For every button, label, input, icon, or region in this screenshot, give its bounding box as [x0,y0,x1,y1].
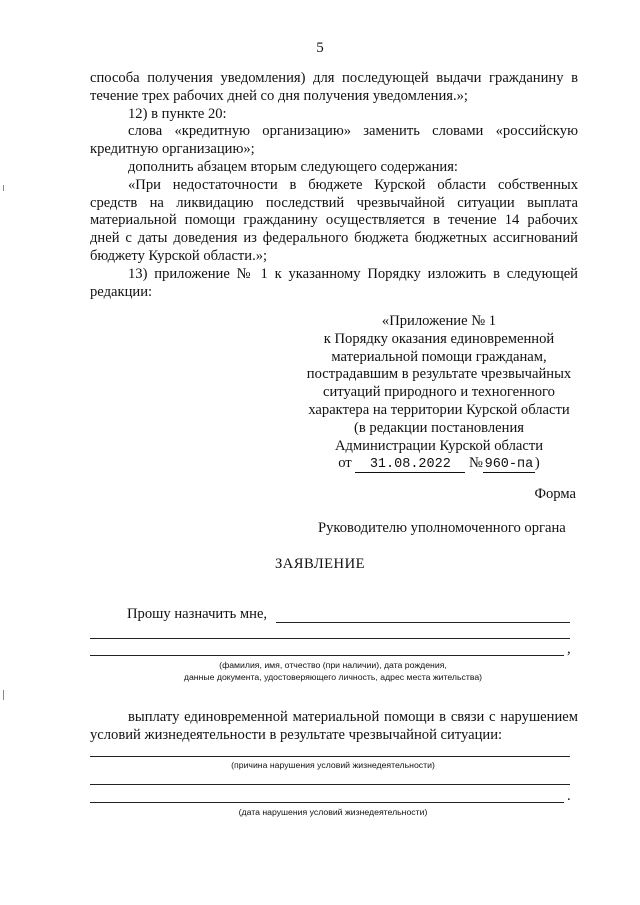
appendix-line: «Приложение № 1 [381,313,497,329]
scan-edge-mark [3,690,4,700]
addressee: Руководителю уполномоченного органа [318,520,566,536]
appendix-line: характера на территории Курской области [308,401,570,418]
reason-blank-line [90,756,570,757]
appendix-line: материальной помощи гражданам, [331,348,547,365]
paragraph-6: 13) приложение № 1 к указанному Порядку изложить в следующей редакции: [90,265,578,300]
form-label: Форма [534,486,576,502]
caption-fio-2: данные документа, удостоверяющего личность, адрес места жительства) [183,672,483,682]
paragraph-3: слова «кредитную организацию» заменить словами «российскую кредитную организацию»; [90,123,578,158]
appendix-line: пострадавшим в результате чрезвычайных [306,366,572,383]
fio-blank-line-3 [90,655,564,656]
fio-blank-line-1 [276,622,570,623]
appendix-line: Администрации Курской области [334,437,544,454]
appendix-line: (в редакции постановления [354,419,524,436]
appendix-date-line [300,455,578,473]
appendix-line: к Порядку оказания единовременной [323,330,555,347]
date-prefix: от [338,455,352,472]
paragraph-5: «При недостаточности в бюджете Курской области собственных средств на ликвидацию последствий чрезвычайной ситуации выплата материальной помощи гражданину осуществляется в течение 14 рабочих дней с даты доведения из федерального бюджета бюджетных ассигнований бюджету Курской области.»; [90,176,578,264]
page-number: 5 [316,40,324,56]
resolution-date: 31.08.2022 [355,457,465,473]
date-blank-line-2 [90,802,564,803]
resolution-number: 960-па [484,457,534,473]
date-blank-line-1 [90,784,570,785]
date-suffix: ) [534,455,540,472]
fio-blank-line-2 [90,638,570,639]
paragraph-2: 12) в пункте 20: [128,105,227,122]
caption-reason: (причина нарушения условий жизнедеятельности) [231,760,435,770]
number-sign: № [468,455,483,472]
appendix-header [300,313,578,473]
caption-date: (дата нарушения условий жизнедеятельности) [238,807,428,817]
scan-edge-mark [3,185,4,191]
period: . [567,788,571,804]
amendment-text [90,70,578,301]
appendix-line: ситуаций природного и техногенного [323,384,555,401]
caption-fio-1: (фамилия, имя, отчество (при наличии), дата рождения, [219,660,447,670]
payment-text: выплату единовременной материальной помощи в связи с нарушением условий жизнедеятельности в результате чрезвычайной ситуации: [90,709,578,743]
comma: , [567,641,571,657]
paragraph-1: способа получения уведомления) для последующей выдачи гражданину в течение трех рабочих дней со дня получения уведомления.»; [90,70,578,104]
request-text: Прошу назначить мне, [127,606,268,622]
document-title: ЗАЯВЛЕНИЕ [274,556,366,572]
paragraph-4: дополнить абзацем вторым следующего содержания: [128,158,458,175]
payment-paragraph [90,708,578,744]
